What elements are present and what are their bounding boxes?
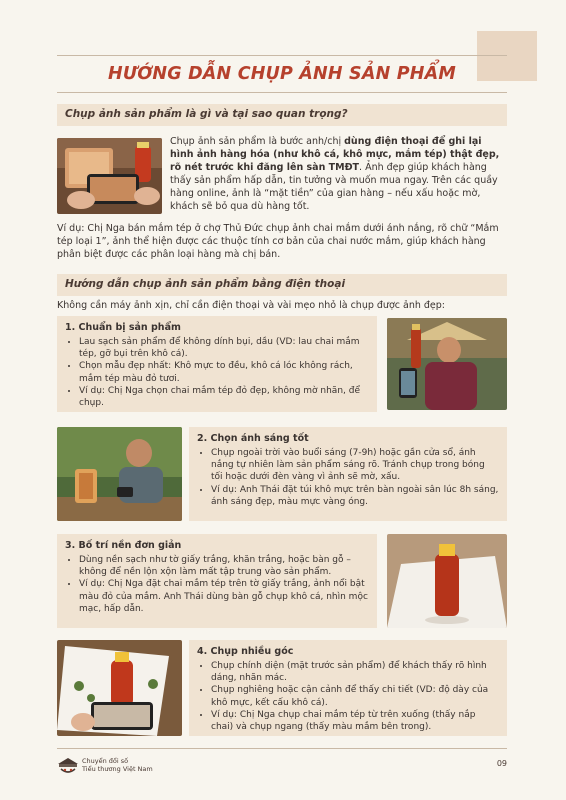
- list-item: • Ví dụ: Chị Nga chụp chai mắm tép từ trên xuống (thấy nắp chai) và chụp ngang (thấy màu mắm bên trong).: [211, 709, 499, 733]
- section-heading-how-to: Hướng dẫn chụp ảnh sản phẩm bằng điện thoại: [57, 274, 507, 296]
- list-item: • Ví dụ: Anh Thái đặt túi khô mực trên bàn ngoài sân lúc 8h sáng, ánh sáng đẹp, màu mực vàng óng.: [211, 484, 499, 508]
- list-item: • Chụp chính diện (mặt trước sản phẩm) để khách thấy rõ hình dáng, nhãn mác.: [211, 660, 499, 684]
- section2-intro: Không cần máy ảnh xịn, chỉ cần điện thoại và vài mẹo nhỏ là chụp được ảnh đẹp:: [57, 300, 445, 311]
- title-top-rule: [57, 55, 507, 56]
- list-item: • Chụp ngoài trời vào buổi sáng (7-9h) hoặc gần cửa sổ, ánh nắng tự nhiên làm sản phẩm sáng rõ. Tránh chụp trong bóng tối hoặc dưới đèn vàng vì ảnh sẽ mờ, xấu.: [211, 447, 499, 484]
- step-1-box: [57, 316, 377, 412]
- section1-intro-highlight: dùng điện thoại để ghi lại hình ảnh hàng hóa (như khô cá, khô mực, mắm tép) thật đẹp, rõ nét trước khi đăng lên sàn TMĐT: [170, 136, 500, 173]
- step-4-box: [189, 640, 507, 736]
- step-3-title: 3. Bố trí nền đơn giản: [65, 540, 182, 551]
- list-item: • Chụp nghiêng hoặc cận cảnh để thấy chi tiết (VD: độ dày của khô mực, kết cấu khô cá).: [211, 684, 499, 708]
- step-2-title: 2. Chọn ánh sáng tốt: [197, 433, 309, 444]
- page-number: 09: [496, 759, 507, 768]
- section-heading-what-why: Chụp ảnh sản phẩm là gì và tại sao quan trọng?: [57, 104, 507, 126]
- step-2-box: [189, 427, 507, 521]
- step-1-title: 1. Chuẩn bị sản phẩm: [65, 322, 181, 333]
- list-item: • Dùng nền sạch như tờ giấy trắng, khăn trắng, hoặc bàn gỗ – không để nền lộn xộn làm mất tập trung vào sản phẩm.: [79, 554, 369, 578]
- photo-man-phone-dried-squid: [57, 427, 182, 521]
- section1-example: Ví dụ: Chị Nga bán mắm tép ở chợ Thủ Đức chụp ảnh chai mắm dưới ánh nắng, rõ chữ “Mắm tép loại 1”, ảnh thể hiện được các thuộc tính cơ bản của chai nước mắm, giúp khách hàng phân biệt được các phân loại hàng mà chị bán.: [57, 223, 499, 260]
- step-3-list: [65, 554, 369, 615]
- title-bottom-rule: [57, 92, 507, 93]
- list-item: • Ví dụ: Chị Nga chọn chai mắm tép đỏ đẹp, không mờ nhãn, để chụp.: [79, 385, 369, 409]
- logo-line-2: Tiểu thương Việt Nam: [82, 765, 153, 773]
- logo-line-1: Chuyển đổi số: [82, 757, 129, 765]
- market-stall-logo-icon: [57, 756, 79, 776]
- step-4-title: 4. Chụp nhiều góc: [197, 646, 294, 657]
- step-4-list: [197, 660, 499, 733]
- photo-phone-shooting-bottle-top-view: [57, 640, 182, 736]
- list-item: • Chọn mẫu đẹp nhất: Khô mực to đều, khô cá lóc không rách, mắm tép màu đỏ tươi.: [79, 360, 369, 384]
- photo-woman-holding-fish-sauce: [387, 318, 507, 410]
- section1-intro-paragraph: Chụp ảnh sản phẩm là bước anh/chị dùng điện thoại để ghi lại hình ảnh hàng hóa (như khô cá, khô mực, mắm tép) thật đẹp, rõ nét trước khi đăng lên sàn TMĐT. Ảnh đẹp giúp khách hàng thấy sản phẩm hấp dẫn, tin tưởng và muốn mua ngay. Trên các quầy hàng online, ảnh là “mặt tiền” của gian hàng – nếu xấu hoặc mờ, khách sẽ bỏ qua dù hàng tốt.: [170, 136, 500, 212]
- photo-fish-sauce-bottle-white-background: [387, 534, 507, 628]
- page-title: HƯỚNG DẪN CHỤP ẢNH SẢN PHẨM: [108, 64, 456, 84]
- footer-logo-text: [82, 757, 153, 773]
- list-item: • Lau sạch sản phẩm để không dính bụi, dầu (VD: lau chai mắm tép, gỡ bụi trên khô cá).: [79, 336, 369, 360]
- step-2-list: [197, 447, 499, 508]
- footer-rule: [57, 748, 507, 749]
- step-1-list: [65, 336, 369, 409]
- list-item: • Ví dụ: Chị Nga đặt chai mắm tép trên tờ giấy trắng, ảnh nổi bật màu đỏ của mắm. Anh Thái dùng bàn gỗ chụp khô cá, nhìn mộc mạc, hấp dẫn.: [79, 578, 369, 615]
- step-3-box: [57, 534, 377, 628]
- photo-phone-shooting-dried-fish: [57, 138, 162, 214]
